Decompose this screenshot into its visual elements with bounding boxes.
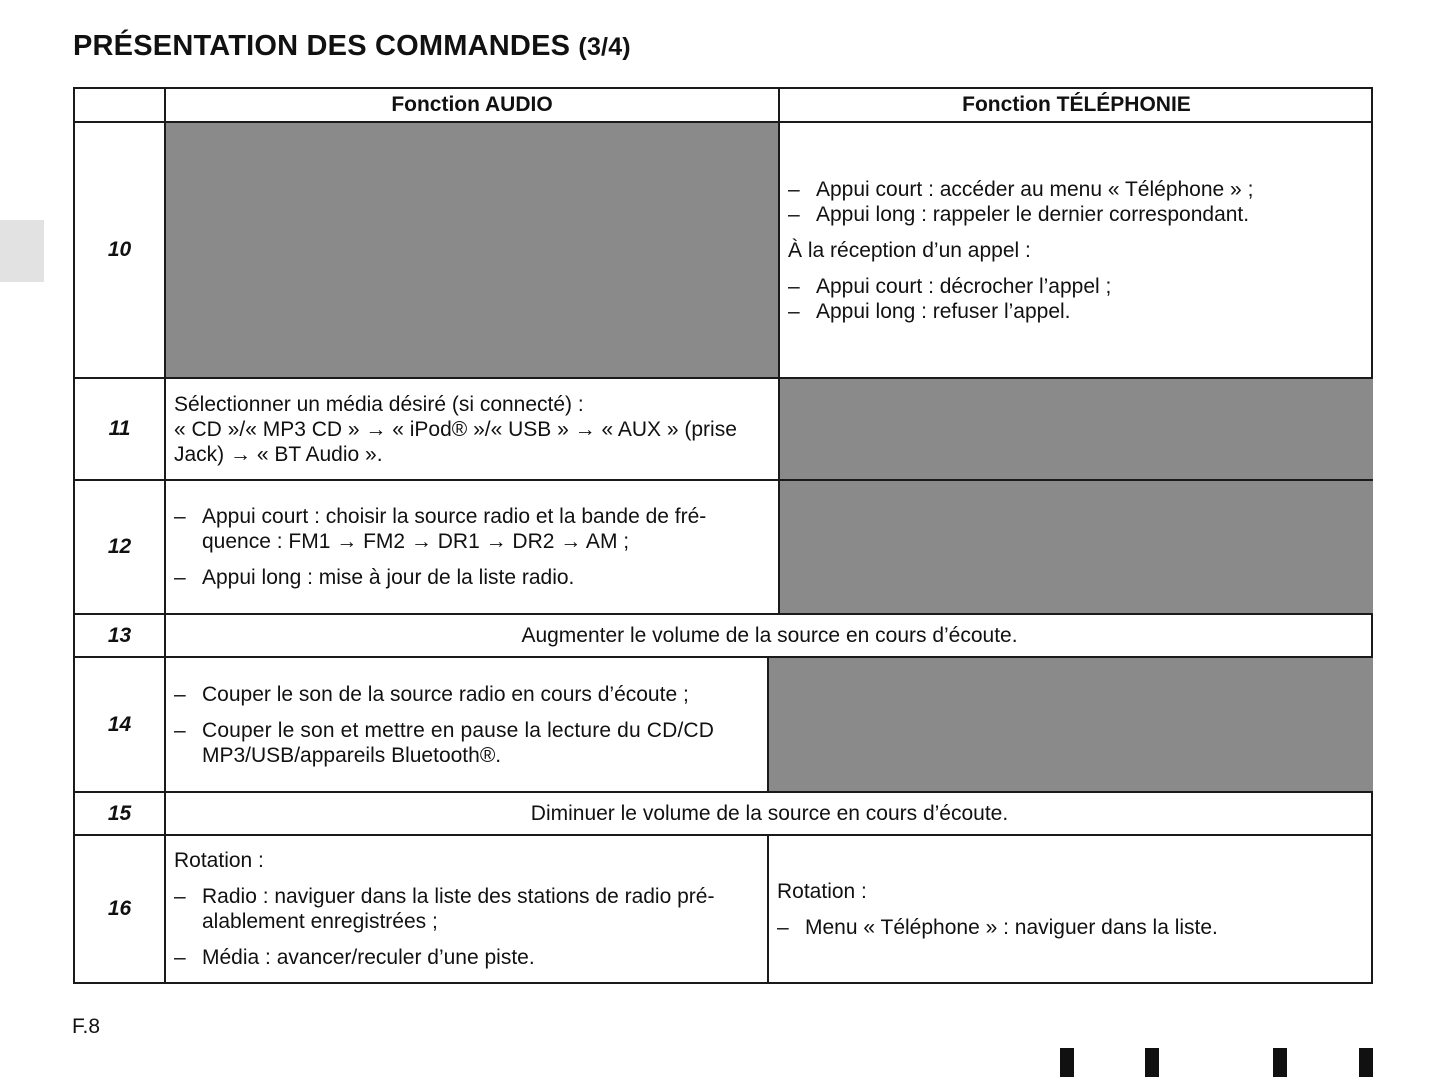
list-item-continuation: MP3/USB/appareils Bluetooth®.: [202, 743, 502, 767]
crop-mark: [1273, 1048, 1287, 1077]
page-number: F.8: [72, 1015, 101, 1038]
paragraph: À la réception d’un appel :: [788, 238, 1031, 262]
cell-phone-16: [769, 836, 1373, 982]
list-item: – Appui court : choisir la source radio et la bande de fré-: [174, 504, 770, 529]
header-phone: Fonction TÉLÉPHONIE: [962, 93, 1191, 116]
list-item: – Appui long : mise à jour de la liste radio.: [174, 565, 770, 590]
paragraph-line: « CD »/« MP3 CD » → « iPod® »/« USB » → « AUX » (prise: [174, 417, 737, 441]
paragraph: Rotation :: [777, 879, 867, 903]
row-number: 12: [107, 535, 132, 558]
list-item: – Média : avancer/reculer d’une piste.: [174, 945, 759, 970]
list-item-continuation: alablement enregistrées ;: [202, 910, 438, 933]
row-number: 14: [107, 712, 132, 736]
cell-audio-16: [166, 836, 767, 982]
list-item-continuation: quence : FM1 → FM2 → DR1 → DR2 → AM ;: [202, 530, 630, 553]
list-item: – Appui long : refuser l’appel.: [788, 299, 1365, 324]
list-item: – Couper le son et mettre en pause la lecture du CD/CD: [174, 718, 759, 743]
list-item: – Appui court : décrocher l’appel ;: [788, 274, 1365, 299]
controls-table: [73, 87, 1373, 984]
column-divider: [767, 656, 769, 793]
list-item: – Couper le son de la source radio en cours d’écoute ;: [174, 682, 759, 707]
list-item: – Menu « Téléphone » : naviguer dans la liste.: [777, 915, 1365, 940]
crop-mark: [1145, 1048, 1159, 1077]
list-item: – Appui court : accéder au menu « Téléphone » ;: [788, 177, 1365, 202]
paragraph-line: Sélectionner un média désiré (si connecté) :: [174, 392, 584, 416]
row-number: 13: [107, 623, 132, 647]
cell-phone-10: [780, 123, 1373, 377]
cell-merged-13: Augmenter le volume de la source en cours d’écoute.: [521, 623, 1018, 647]
row-number: 10: [107, 238, 132, 261]
list-item: – Radio : naviguer dans la liste des stations de radio pré-: [174, 884, 759, 909]
row-number: 11: [108, 417, 131, 440]
cell-audio-12: [166, 481, 778, 613]
page-title: PRÉSENTATION DES COMMANDES (3/4): [73, 30, 631, 62]
row-number: 15: [107, 801, 132, 825]
empty-cell-phone-12: [780, 481, 1373, 613]
crop-mark: [1060, 1048, 1074, 1077]
crop-mark: [1359, 1048, 1373, 1077]
cell-audio-11: [166, 379, 778, 479]
cell-audio-14: [166, 658, 767, 791]
list-item: – Appui long : rappeler le dernier correspondant.: [788, 202, 1365, 227]
empty-cell-phone-14: [769, 658, 1373, 791]
empty-cell-audio-10: [166, 123, 780, 377]
empty-cell-phone-11: [780, 379, 1373, 479]
paragraph-line: Jack) → « BT Audio ».: [174, 442, 383, 466]
paragraph: Rotation :: [174, 849, 264, 872]
header-audio: Fonction AUDIO: [391, 93, 553, 116]
section-tab: [0, 220, 44, 282]
cell-merged-15: Diminuer le volume de la source en cours d’écoute.: [530, 801, 1009, 825]
page-title-part: (3/4): [578, 33, 631, 61]
row-number: 16: [107, 897, 132, 920]
